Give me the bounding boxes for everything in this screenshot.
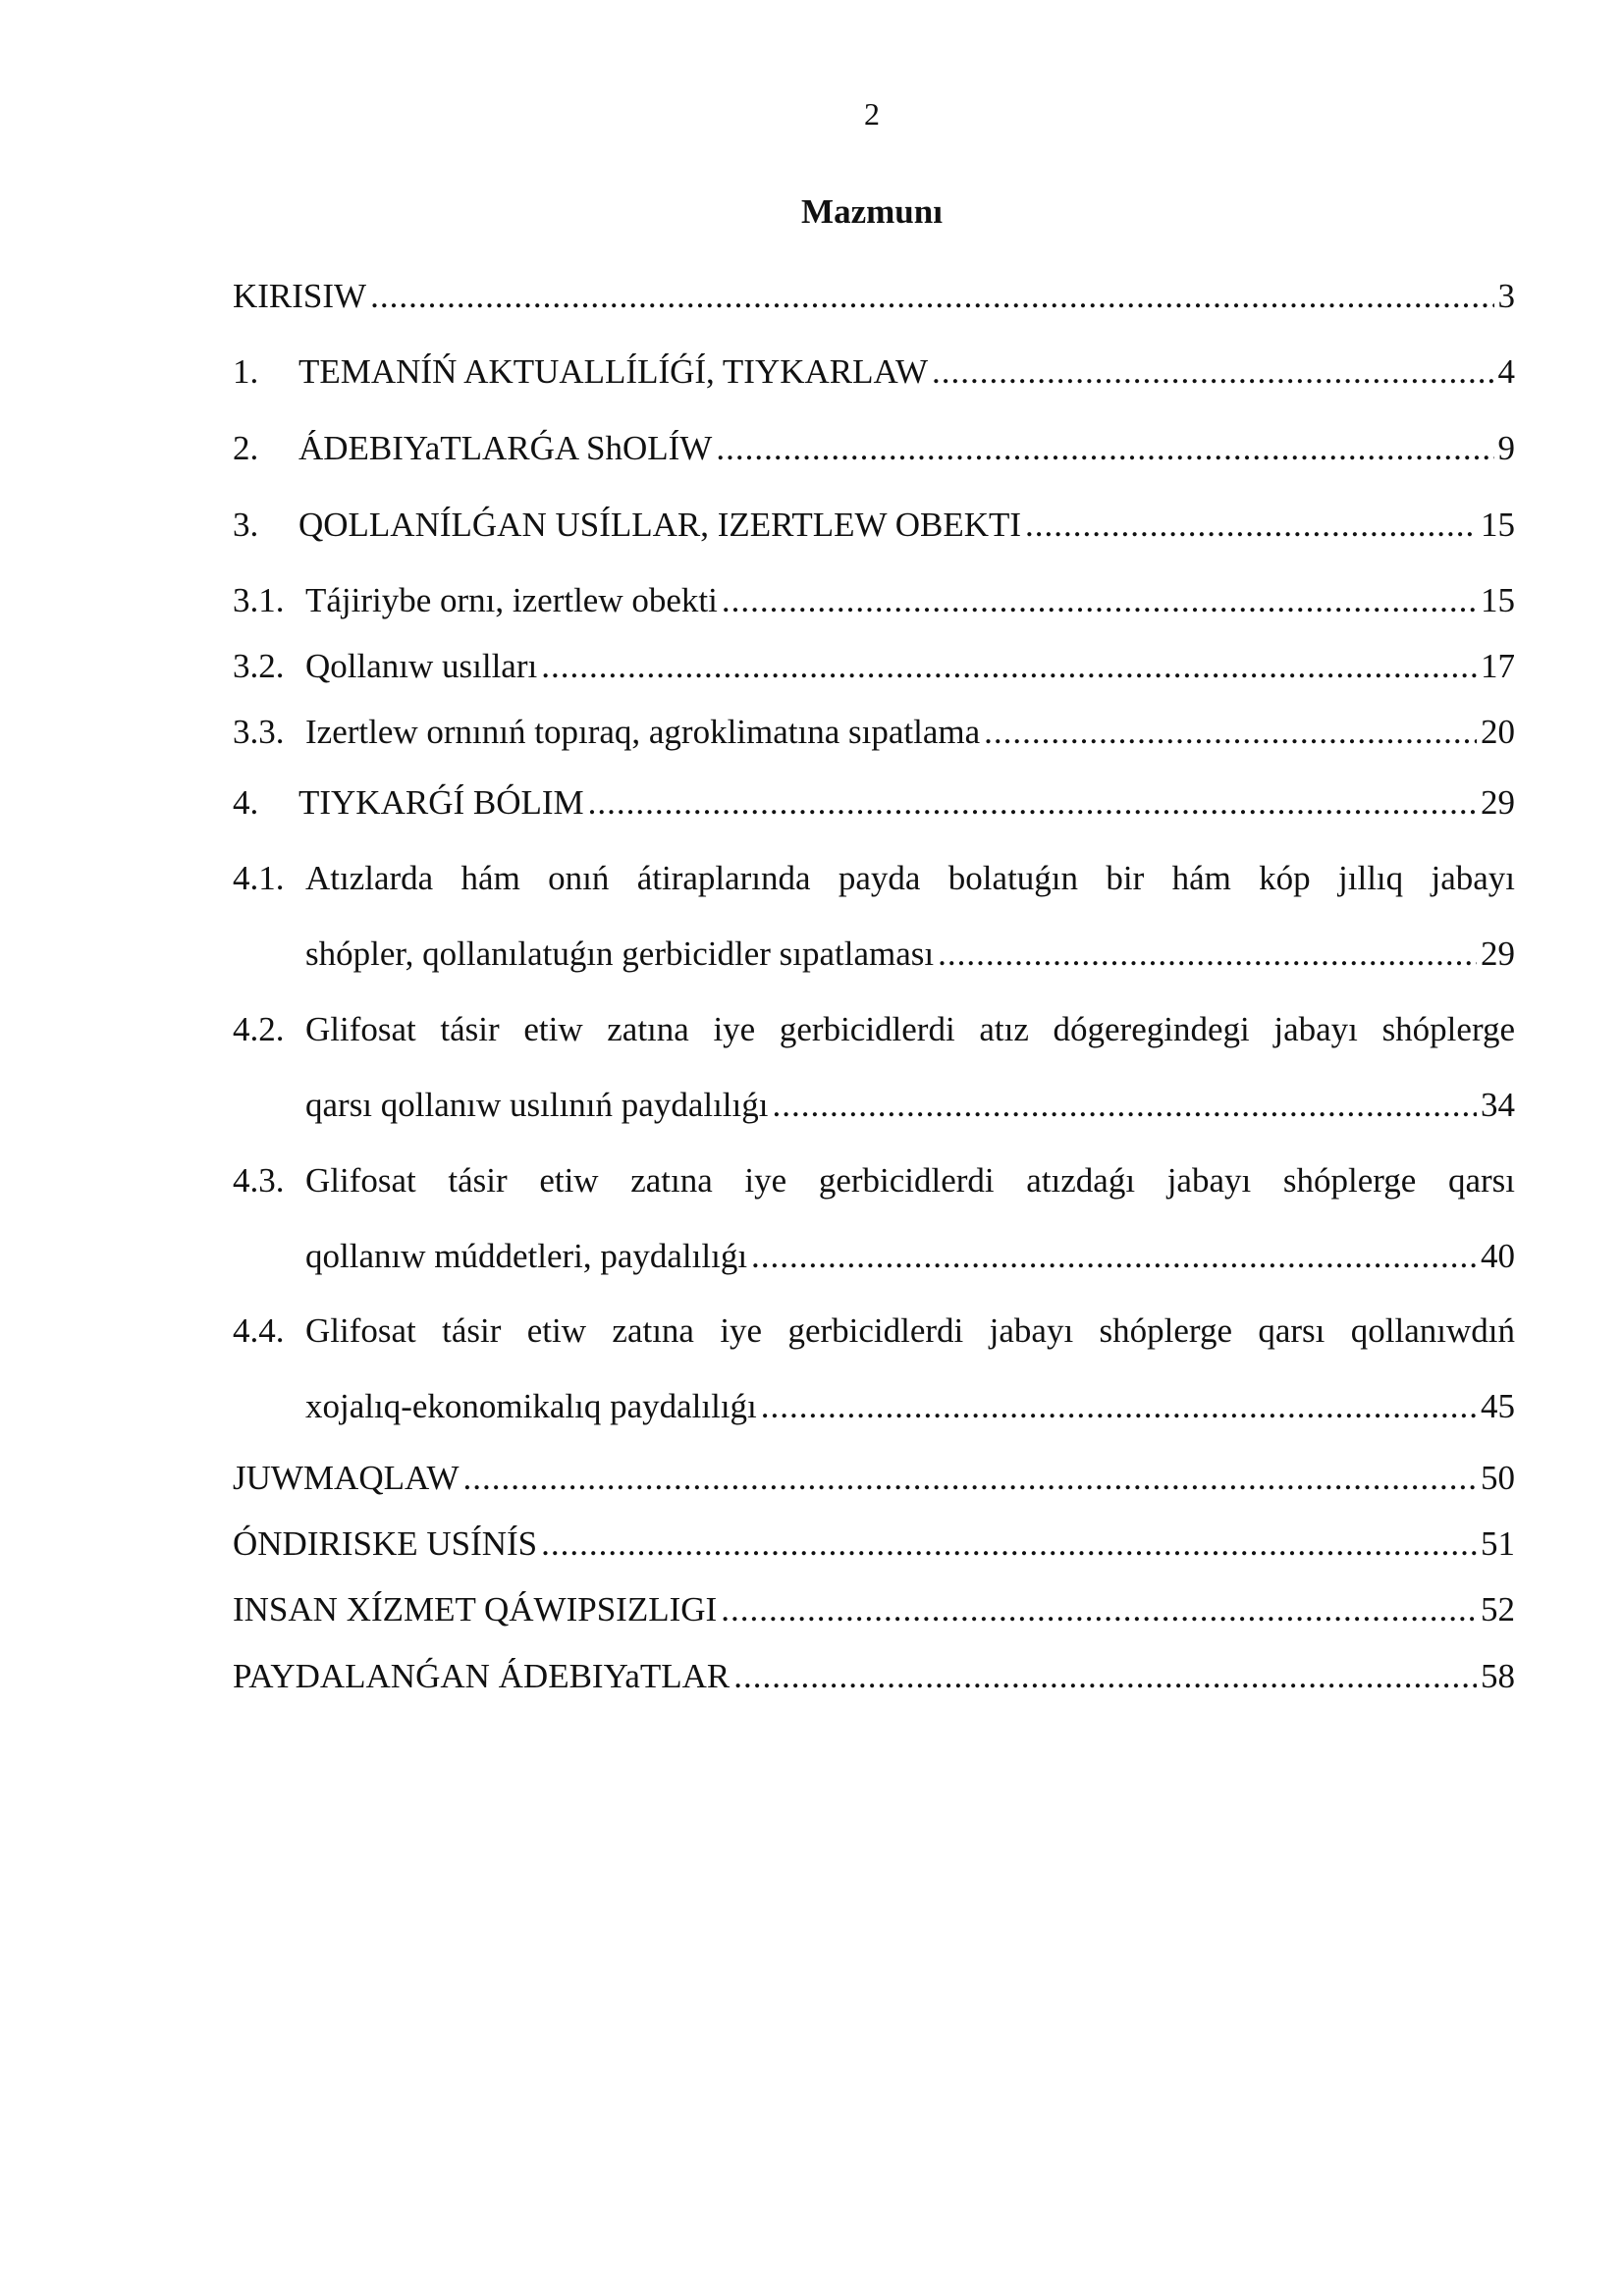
toc-entry-juwmaqlaw[interactable] xyxy=(233,1455,1515,1502)
toc-entry-page: 15 xyxy=(1481,581,1515,619)
toc-entry-title-line-1: Glifosat tásir etiw zatına iye gerbicidlerdi atızdaǵı jabayı shóplerge qarsı xyxy=(305,1161,1515,1200)
dot-leader xyxy=(932,348,1493,396)
toc-entry-page: 52 xyxy=(1481,1590,1515,1629)
toc-entry-4-2[interactable] xyxy=(233,1006,1515,1129)
toc-entry-title: TEMANÍŃ AKTUALLÍLÍǴÍ, TIYKARLAW xyxy=(298,352,929,391)
toc-entry-title: ÓNDIRISKE USÍNÍS xyxy=(233,1524,538,1563)
toc-entry-title-line-2: xojalıq-ekonomikalıq paydalılıǵı xyxy=(305,1387,757,1425)
toc-entry-title: KIRISIW xyxy=(233,277,367,315)
toc-entry-3-2[interactable] xyxy=(233,643,1515,690)
dot-leader xyxy=(938,931,1477,978)
dot-leader xyxy=(751,1233,1477,1280)
page-number: 2 xyxy=(864,96,880,132)
toc-entry-page: 3 xyxy=(1497,277,1515,315)
dot-leader xyxy=(984,709,1477,756)
toc-entry-number: 3. xyxy=(233,506,259,544)
dot-leader xyxy=(772,1082,1477,1129)
toc-entry-number: 2. xyxy=(233,429,259,467)
toc-entry-title: Qollanıw usılları xyxy=(305,647,538,685)
toc-entry-page: 17 xyxy=(1481,647,1515,685)
toc-entry-2[interactable] xyxy=(233,425,1515,472)
toc-entry-title: QOLLANÍLǴAN USÍLLAR, IZERTLEW OBEKTI xyxy=(298,506,1022,544)
toc-entry-title: INSAN XÍZMET QÁWIPSIZLIGI xyxy=(233,1590,718,1629)
dot-leader xyxy=(721,1586,1477,1633)
dot-leader xyxy=(733,1653,1477,1700)
dot-leader xyxy=(541,643,1477,690)
toc-entry-page: 50 xyxy=(1481,1459,1515,1497)
toc-entry-3-1[interactable] xyxy=(233,577,1515,624)
toc-entry-4[interactable] xyxy=(233,779,1515,827)
toc-entry-number: 4.3. xyxy=(233,1161,285,1200)
dot-leader xyxy=(1025,502,1477,549)
toc-entry-title-line-1: Glifosat tásir etiw zatına iye gerbicidlerdi jabayı shóplerge qarsı qollanıwdıń xyxy=(305,1311,1515,1350)
dot-leader xyxy=(588,779,1477,827)
toc-entry-title-line-1: Atızlarda hám onıń átiraplarında payda bolatuǵın bir hám kóp jıllıq jabayı xyxy=(305,859,1515,897)
toc-title: Mazmunı xyxy=(801,192,943,231)
toc-entry-title-line-2: qarsı qollanıw usılınıń paydalılıǵı xyxy=(305,1086,769,1124)
toc-entry-title: TIYKARǴÍ BÓLIM xyxy=(298,783,584,822)
toc-entry-1[interactable] xyxy=(233,348,1515,396)
toc-entry-page: 29 xyxy=(1481,934,1515,973)
dot-leader xyxy=(463,1455,1478,1502)
dot-leader xyxy=(716,425,1493,472)
dot-leader xyxy=(541,1521,1477,1568)
dot-leader xyxy=(761,1383,1477,1430)
toc-entry-page: 34 xyxy=(1481,1086,1515,1124)
toc-entry-title-line-1: Glifosat tásir etiw zatına iye gerbicidlerdi atız dógeregindegi jabayı shóplerge xyxy=(305,1010,1515,1048)
toc-entry-number: 4.2. xyxy=(233,1010,285,1048)
toc-entry-number: 4.4. xyxy=(233,1311,285,1350)
toc-entry-title: Tájiriybe ornı, izertlew obekti xyxy=(305,581,718,619)
toc-entry-number: 3.2. xyxy=(233,647,285,685)
toc-entry-number: 3.3. xyxy=(233,713,285,751)
toc-entry-number: 1. xyxy=(233,352,259,391)
toc-entry-number: 4. xyxy=(233,783,259,822)
toc-entry-ondiriske-usinis[interactable] xyxy=(233,1521,1515,1568)
toc-entry-page: 40 xyxy=(1481,1237,1515,1275)
toc-entry-title-line-2: qollanıw múddetleri, paydalılıǵı xyxy=(305,1237,748,1275)
toc-entry-title: Izertlew ornınıń topıraq, agroklimatına sıpatlama xyxy=(305,713,981,751)
toc-entry-3-3[interactable] xyxy=(233,709,1515,756)
toc-entry-3[interactable] xyxy=(233,502,1515,549)
toc-entry-page: 29 xyxy=(1481,783,1515,822)
toc-entry-4-4[interactable] xyxy=(233,1308,1515,1430)
toc-entry-4-3[interactable] xyxy=(233,1157,1515,1280)
dot-leader xyxy=(370,273,1493,320)
toc-entry-title: JUWMAQLAW xyxy=(233,1459,460,1497)
toc-entry-page: 20 xyxy=(1481,713,1515,751)
toc-entry-kirisiw[interactable] xyxy=(233,273,1515,320)
dot-leader xyxy=(722,577,1477,624)
toc-entry-number: 4.1. xyxy=(233,859,285,897)
toc-entry-number: 3.1. xyxy=(233,581,285,619)
toc-entry-page: 58 xyxy=(1481,1657,1515,1695)
toc-entry-title: ÁDEBIYaTLARǴA ShOLÍW xyxy=(298,429,713,467)
toc-entry-page: 4 xyxy=(1497,352,1515,391)
toc-entry-page: 9 xyxy=(1497,429,1515,467)
toc-entry-page: 15 xyxy=(1481,506,1515,544)
toc-entry-title-line-2: shópler, qollanılatuǵın gerbicidler sıpatlaması xyxy=(305,934,935,973)
toc-entry-page: 51 xyxy=(1481,1524,1515,1563)
toc-entry-4-1[interactable] xyxy=(233,855,1515,978)
toc-entry-title: PAYDALANǴAN ÁDEBIYaTLAR xyxy=(233,1657,730,1695)
toc-entry-insan-xizmet[interactable] xyxy=(233,1586,1515,1633)
toc-entry-page: 45 xyxy=(1481,1387,1515,1425)
toc-entry-paydalangan-adebiyatlar[interactable] xyxy=(233,1653,1515,1700)
